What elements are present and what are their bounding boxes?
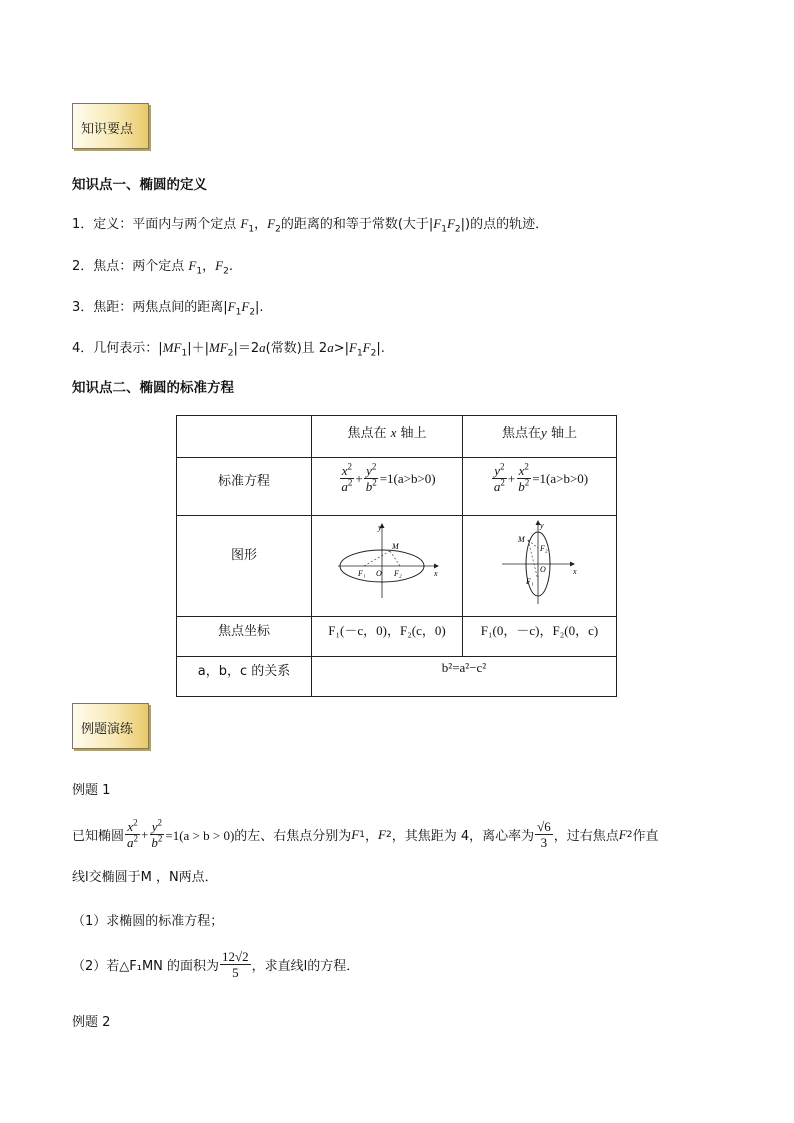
figure-y-cell bbox=[463, 516, 617, 617]
figure-x-cell bbox=[312, 516, 463, 617]
svg-text:y: y bbox=[378, 523, 382, 532]
svg-text:F₂: F₂ bbox=[539, 544, 548, 553]
header-y-axis: 焦点在y 轴上 bbox=[463, 416, 617, 458]
row-label-relation: a，b，c 的关系 bbox=[177, 657, 312, 697]
svg-text:F₁: F₁ bbox=[358, 569, 366, 578]
equation-y-cell: $\frac{y^2}{a^2}$ + $\frac{x^2}{b^2}$ =1(a>b>0) bbox=[463, 458, 617, 516]
knowledge-tag: 知识要点 bbox=[72, 103, 149, 149]
definition-item3: 3．焦距：两焦点间的距离$|F_1F_2|$. bbox=[72, 299, 264, 318]
svg-text:O: O bbox=[539, 565, 546, 574]
header-x-axis: 焦点在 x 轴上 bbox=[312, 416, 463, 458]
table-row-focus bbox=[177, 617, 617, 657]
focus-y-cell: F₁(0，－c)，F₂(0，c) bbox=[463, 617, 617, 657]
section1-heading: 知识点一、椭圆的定义 bbox=[72, 177, 207, 193]
section2-heading: 知识点二、椭圆的标准方程 bbox=[72, 380, 234, 396]
example1-title: 例题 1 bbox=[72, 783, 111, 798]
example2-title: 例题 2 bbox=[72, 1015, 111, 1030]
row-label-equation: 标准方程 bbox=[177, 458, 312, 516]
table-row-equation bbox=[177, 458, 617, 516]
ellipse-x-figure bbox=[312, 516, 462, 612]
definition-item2: 2．焦点：两个定点 $F_1$，$F_2$. bbox=[72, 258, 233, 277]
svg-text:F₂: F₂ bbox=[394, 569, 402, 578]
table-row-figure bbox=[177, 516, 617, 617]
example1-statement-line1: 已知椭圆 $\frac{x^2}{a^2}$ + $\frac{y^2}{b^2}$ =1(a > b > 0)的左、右焦点分别为 F 1 ， F 2 ，其焦距为 4，离心率为 $\frac{√6}{3}$ ，过右焦点 F 2 作直 bbox=[72, 817, 659, 850]
row-label-focus: 焦点坐标 bbox=[177, 617, 312, 657]
table-row-relation bbox=[177, 657, 617, 697]
ellipse-y-figure bbox=[464, 516, 616, 612]
focus-x-cell: F₁(－c，0)，F₂(c，0) bbox=[312, 617, 463, 657]
row-label-figure: 图形 bbox=[177, 516, 312, 617]
svg-text:M: M bbox=[517, 535, 525, 544]
svg-text:F₁: F₁ bbox=[525, 577, 534, 586]
standard-equation-table bbox=[176, 415, 617, 697]
example1-question1: （1）求椭圆的标准方程； bbox=[72, 914, 224, 929]
svg-text:M: M bbox=[392, 542, 399, 551]
examples-tag: 例题演练 bbox=[72, 703, 149, 749]
definition-item1: 1．定义：平面内与两个定点 $F_1$，$F_2$的距离的和等于常数(大于$|F_1F_2|$)的点的轨迹． bbox=[72, 216, 549, 235]
svg-text:x: x bbox=[572, 567, 577, 576]
equation-x-cell: $\frac{x^2}{a^2}$ + $\frac{y^2}{b^2}$ =1(a>b>0) bbox=[312, 458, 463, 516]
svg-text:y: y bbox=[539, 521, 544, 530]
example1-question2: （2）若△F₁MN 的面积为 $\frac{12√2}{5}$ ，求直线l的方程． bbox=[72, 949, 360, 980]
table-header-row bbox=[177, 416, 617, 458]
table-corner-cell bbox=[177, 416, 312, 458]
example1-statement-line2: 线l交椭圆于M ，N两点． bbox=[72, 870, 218, 885]
definition-item4: 4．几何表示：$|MF_1|+|MF_2|=2a$(常数)且 $2a>|F_1F_2|$. bbox=[72, 340, 385, 359]
svg-text:O: O bbox=[376, 569, 382, 578]
svg-text:x: x bbox=[434, 569, 438, 578]
relation-cell: b²=a²−c² bbox=[312, 657, 617, 697]
